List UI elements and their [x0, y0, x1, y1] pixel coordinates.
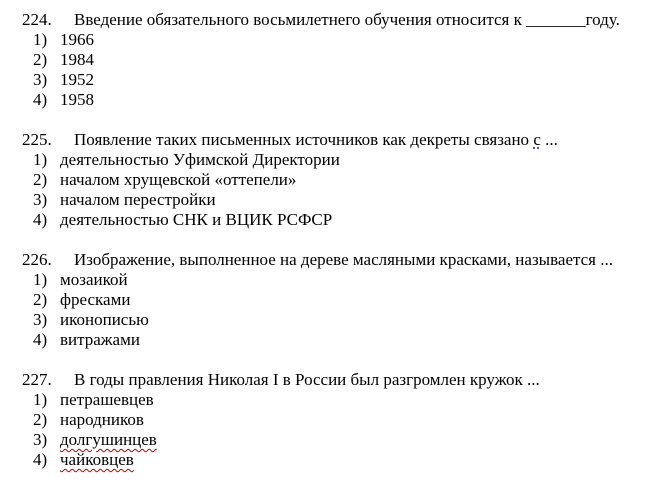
answer-option: [0, 410, 666, 430]
option-number: 4): [33, 90, 48, 109]
answer-option: [0, 270, 666, 290]
answer-option: [0, 170, 666, 190]
question-number: 226.: [22, 250, 52, 269]
answer-option: [0, 30, 666, 50]
question-line: [0, 250, 666, 270]
option-text: иконописью: [60, 310, 149, 329]
option-text: 1952: [60, 70, 94, 89]
question-227: [0, 370, 666, 470]
option-number: 1): [33, 30, 48, 49]
question-226: [0, 250, 666, 350]
option-text: фресками: [60, 290, 131, 309]
question-224: [0, 10, 666, 110]
option-number: 1): [33, 270, 48, 289]
option-text: чайковцев: [60, 450, 134, 469]
option-text: витражами: [60, 330, 140, 349]
question-line: [0, 10, 666, 30]
option-text: деятельностью СНК и ВЦИК РСФСР: [60, 210, 333, 229]
option-text: 1966: [60, 30, 94, 49]
option-number: 4): [33, 210, 48, 229]
option-text: началом хрущевской «оттепели»: [60, 170, 297, 189]
option-number: 4): [33, 330, 48, 349]
answer-option: [0, 190, 666, 210]
option-number: 2): [33, 410, 48, 429]
option-text: началом перестройки: [60, 190, 216, 209]
option-number: 1): [33, 150, 48, 169]
question-text-part: ...: [540, 130, 558, 149]
option-number: 3): [33, 190, 48, 209]
option-number: 1): [33, 390, 48, 409]
answer-option: [0, 90, 666, 110]
question-line: [0, 130, 666, 150]
question-225: [0, 130, 666, 230]
answer-option: [0, 210, 666, 230]
option-text: мозаикой: [60, 270, 128, 289]
option-text: народников: [60, 410, 144, 429]
option-number: 2): [33, 290, 48, 309]
option-text: 1958: [60, 90, 94, 109]
question-line: [0, 370, 666, 390]
question-text-part: Появление таких письменных источников как декреты связано: [74, 130, 534, 149]
answer-option: [0, 150, 666, 170]
option-text: 1984: [60, 50, 94, 69]
question-text: Изображение, выполненное на дереве масляными красками, называется ...: [74, 250, 613, 269]
answer-option: [0, 50, 666, 70]
answer-option: [0, 70, 666, 90]
answer-option: [0, 390, 666, 410]
option-number: 3): [33, 310, 48, 329]
option-text: деятельностью Уфимской Директории: [60, 150, 340, 169]
option-number: 2): [33, 170, 48, 189]
question-number: 224.: [22, 10, 52, 29]
option-number: 4): [33, 450, 48, 469]
answer-option: [0, 430, 666, 450]
grammar-marked-word: с: [533, 130, 541, 149]
question-number: 227.: [22, 370, 52, 389]
question-text: Введение обязательного восьмилетнего обучения относится к _______году.: [74, 10, 620, 29]
option-text: долгушинцев: [60, 430, 157, 449]
question-text: В годы правления Николая I в России был разгромлен кружок ...: [74, 370, 540, 389]
answer-option: [0, 290, 666, 310]
question-number: 225.: [22, 130, 52, 149]
question-text: [74, 130, 558, 150]
answer-option: [0, 310, 666, 330]
option-number: 3): [33, 430, 48, 449]
option-number: 2): [33, 50, 48, 69]
option-text: петрашевцев: [60, 390, 154, 409]
answer-option: [0, 450, 666, 470]
answer-option: [0, 330, 666, 350]
option-number: 3): [33, 70, 48, 89]
